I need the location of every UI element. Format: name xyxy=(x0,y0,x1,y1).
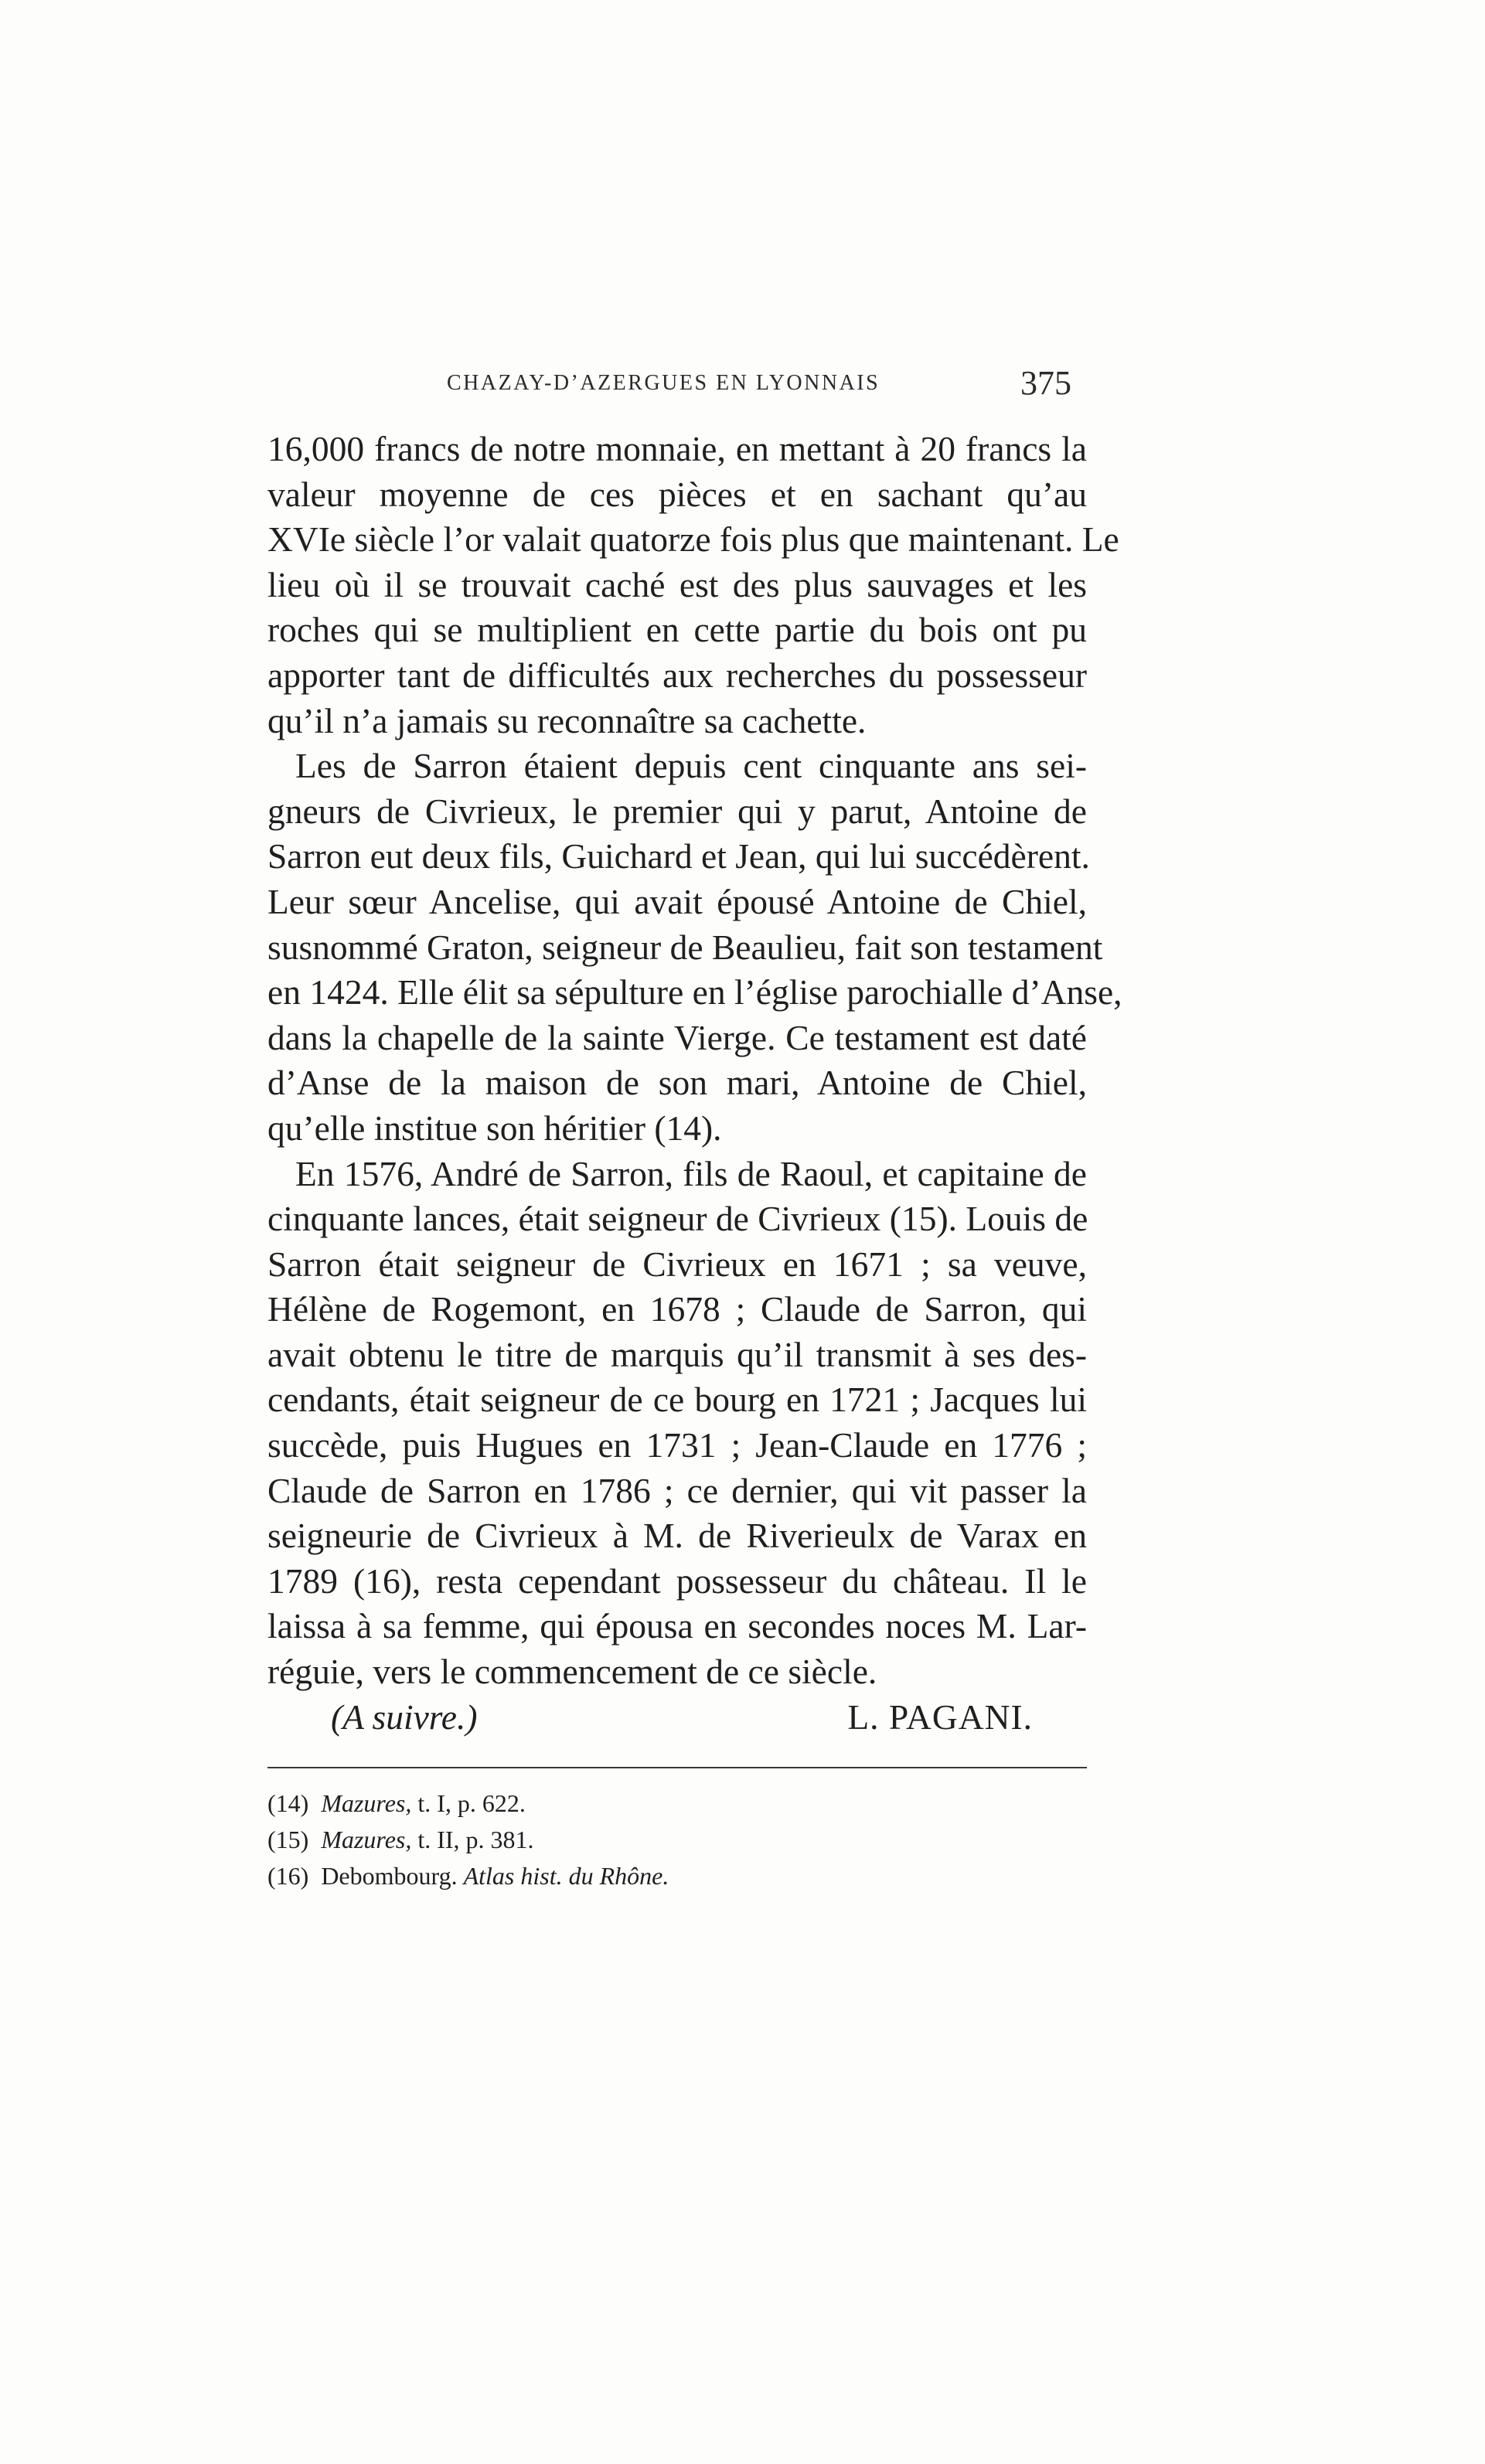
text-line: qu’elle institue son héritier (14). xyxy=(267,1108,722,1148)
text-line: valeur moyenne de ces pièces et en sachant qu’au xyxy=(267,474,1087,514)
text-line: cendants, était seigneur de ce bourg en 1721 ; Jacques lui xyxy=(267,1380,1087,1420)
footnote xyxy=(267,1785,1087,1822)
text-line: cinquante lances, était seigneur de Civrieux (15). Louis de xyxy=(267,1199,1088,1239)
footnote xyxy=(267,1858,1087,1894)
closing-row xyxy=(267,1697,1087,1743)
text-line: dans la chapelle de la sainte Vierge. Ce testament est daté xyxy=(267,1017,1087,1057)
author-signature: L. PAGANI. xyxy=(847,1697,1033,1737)
footnote-reference: t. I, p. 622. xyxy=(417,1789,526,1817)
running-title: CHAZAY-D’AZERGUES EN LYONNAIS xyxy=(447,371,880,395)
text-line: d’Anse de la maison de son mari, Antoine de Chiel, xyxy=(267,1063,1087,1103)
text-line: Leur sœur Ancelise, qui avait épousé Antoine de Chiel, xyxy=(267,881,1087,921)
text-line: lieu où il se trouvait caché est des plus sauvages et les xyxy=(267,564,1087,604)
text-line: Sarron eut deux fils, Guichard et Jean, qui lui succédèrent. xyxy=(267,836,1090,876)
footnote-source: Debombourg. xyxy=(321,1862,458,1890)
to-be-continued: (A suivre.) xyxy=(331,1697,478,1737)
text-line: 1789 (16), resta cependant possesseur du château. Il le xyxy=(267,1560,1087,1601)
text-line: Claude de Sarron en 1786 ; ce dernier, qui vit passer la xyxy=(267,1470,1087,1510)
text-line: succède, puis Hugues en 1731 ; Jean-Claude en 1776 ; xyxy=(267,1425,1087,1465)
footnote-number: (14) xyxy=(267,1789,309,1817)
text-line: avait obtenu le titre de marquis qu’il transmit à ses des- xyxy=(267,1334,1087,1374)
text-line: roches qui se multiplient en cette partie du bois ont pu xyxy=(267,610,1087,650)
text-line: XVIe siècle l’or valait quatorze fois plus que maintenant. Le xyxy=(267,519,1119,560)
text-line: laissa à sa femme, qui épousa en secondes noces M. Lar- xyxy=(267,1606,1087,1646)
text-line: Sarron était seigneur de Civrieux en 1671 ; sa veuve, xyxy=(267,1244,1087,1284)
text-line: 16,000 francs de notre monnaie, en mettant à 20 francs la xyxy=(267,429,1087,468)
text-line: réguie, vers le commencement de ce siècle. xyxy=(267,1652,877,1692)
footnotes xyxy=(267,1785,1087,1894)
footnote-reference: t. II, p. 381. xyxy=(417,1826,534,1853)
footnote-divider xyxy=(267,1767,1087,1768)
text-line: gneurs de Civrieux, le premier qui y parut, Antoine de xyxy=(267,791,1087,831)
page-number: 375 xyxy=(1020,364,1071,402)
footnote-number: (15) xyxy=(267,1826,309,1853)
footnote-source: Mazures, xyxy=(321,1826,412,1853)
text-line: apporter tant de difficultés aux recherches du possesseur xyxy=(267,655,1087,695)
text-line: en 1424. Elle élit sa sépulture en l’église parochialle d’Anse, xyxy=(267,972,1122,1012)
footnote xyxy=(267,1822,1087,1858)
text-line: seigneurie de Civrieux à M. de Riverieulx de Varax en xyxy=(267,1516,1087,1556)
body-text xyxy=(267,427,1122,1695)
text-line: qu’il n’a jamais su reconnaître sa cachette. xyxy=(267,700,867,740)
running-head xyxy=(267,363,1087,410)
footnote-number: (16) xyxy=(267,1862,309,1890)
footnote-reference: Atlas hist. du Rhône. xyxy=(463,1862,669,1890)
paragraph-start: En 1576, André de Sarron, fils de Raoul, et capitaine de xyxy=(295,1153,1087,1193)
paragraph-start: Les de Sarron étaient depuis cent cinquante ans sei- xyxy=(295,746,1087,786)
text-line: Hélène de Rogemont, en 1678 ; Claude de Sarron, qui xyxy=(267,1289,1087,1329)
footnote-source: Mazures, xyxy=(321,1789,412,1817)
text-line: susnommé Graton, seigneur de Beaulieu, fait son testament xyxy=(267,927,1103,967)
